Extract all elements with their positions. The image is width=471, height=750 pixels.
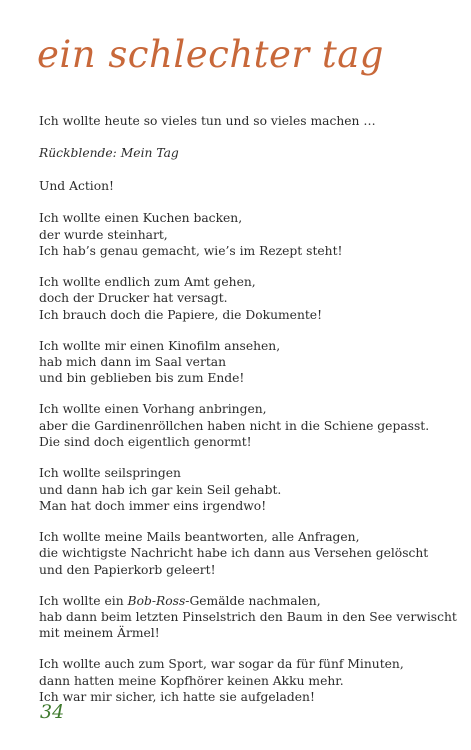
stanza	[39, 529, 459, 578]
stanza	[39, 210, 459, 259]
poem-line: hab mich dann im Saal vertan	[39, 355, 227, 370]
poem-line: aber die Gardinenröllchen haben nicht in die Schiene gepasst.	[39, 418, 430, 433]
poem-line: Ich wollte einen Vorhang anbringen,	[39, 402, 267, 417]
poem-line: Ich brauch doch die Papiere, die Dokumente!	[39, 307, 323, 322]
poem-line: Die sind doch eigentlich genormt!	[39, 435, 252, 450]
poem-line: und dann hab ich gar kein Seil gehabt.	[39, 482, 282, 497]
page-number: 34	[40, 701, 65, 723]
action-line: Und Action!	[39, 178, 114, 193]
stanza-list	[39, 210, 459, 705]
poem-line: dann hatten meine Kopfhörer keinen Akku mehr.	[39, 673, 344, 688]
poem-line: und den Papierkorb geleert!	[39, 562, 216, 577]
poem-line: und bin geblieben bis zum Ende!	[39, 371, 245, 386]
poem-line: die wichtigste Nachricht habe ich dann aus Versehen gelöscht	[39, 546, 429, 561]
poem-line: hab dann beim letzten Pinselstrich den Baum in den See verwischt	[39, 609, 457, 624]
stanza	[39, 593, 459, 642]
poem-line: Ich wollte einen Kuchen backen,	[39, 211, 243, 226]
poem-line: Ich wollte meine Mails beantworten, alle Anfragen,	[39, 529, 360, 544]
intro-line: Ich wollte heute so vieles tun und so vieles machen …	[39, 114, 376, 128]
poem-line: doch der Drucker hat versagt.	[39, 291, 228, 306]
poem-line: Ich wollte seilspringen	[39, 466, 181, 481]
poem-line: Ich wollte auch zum Sport, war sogar da für fünf Minuten,	[39, 657, 404, 672]
poem-line: mit meinem Ärmel!	[39, 626, 160, 641]
poem-body	[39, 113, 459, 723]
poem-line: Ich war mir sicher, ich hatte sie aufgeladen!	[39, 690, 315, 705]
poem-line	[39, 593, 459, 609]
chapter-title: ein schlechter tag	[37, 33, 384, 76]
stanza	[39, 274, 459, 323]
stanza	[39, 401, 459, 450]
poem-line: Ich wollte endlich zum Amt gehen,	[39, 274, 256, 289]
stanza	[39, 338, 459, 387]
poem-line: der wurde steinhart,	[39, 227, 168, 242]
poem-line-part: Ich wollte ein	[39, 593, 128, 608]
poem-line-part: -Gemälde nachmalen,	[185, 593, 321, 608]
poem-line: Man hat doch immer eins irgendwo!	[39, 498, 267, 513]
stanza	[39, 656, 459, 705]
poem-line: Ich wollte mir einen Kinofilm ansehen,	[39, 338, 281, 353]
emphasized-name: Bob-Ross	[127, 593, 186, 608]
flashback-line: Rückblende: Mein Tag	[39, 146, 179, 161]
stanza	[39, 465, 459, 514]
poem-line: Ich hab’s genau gemacht, wie’s im Rezept steht!	[39, 244, 343, 259]
